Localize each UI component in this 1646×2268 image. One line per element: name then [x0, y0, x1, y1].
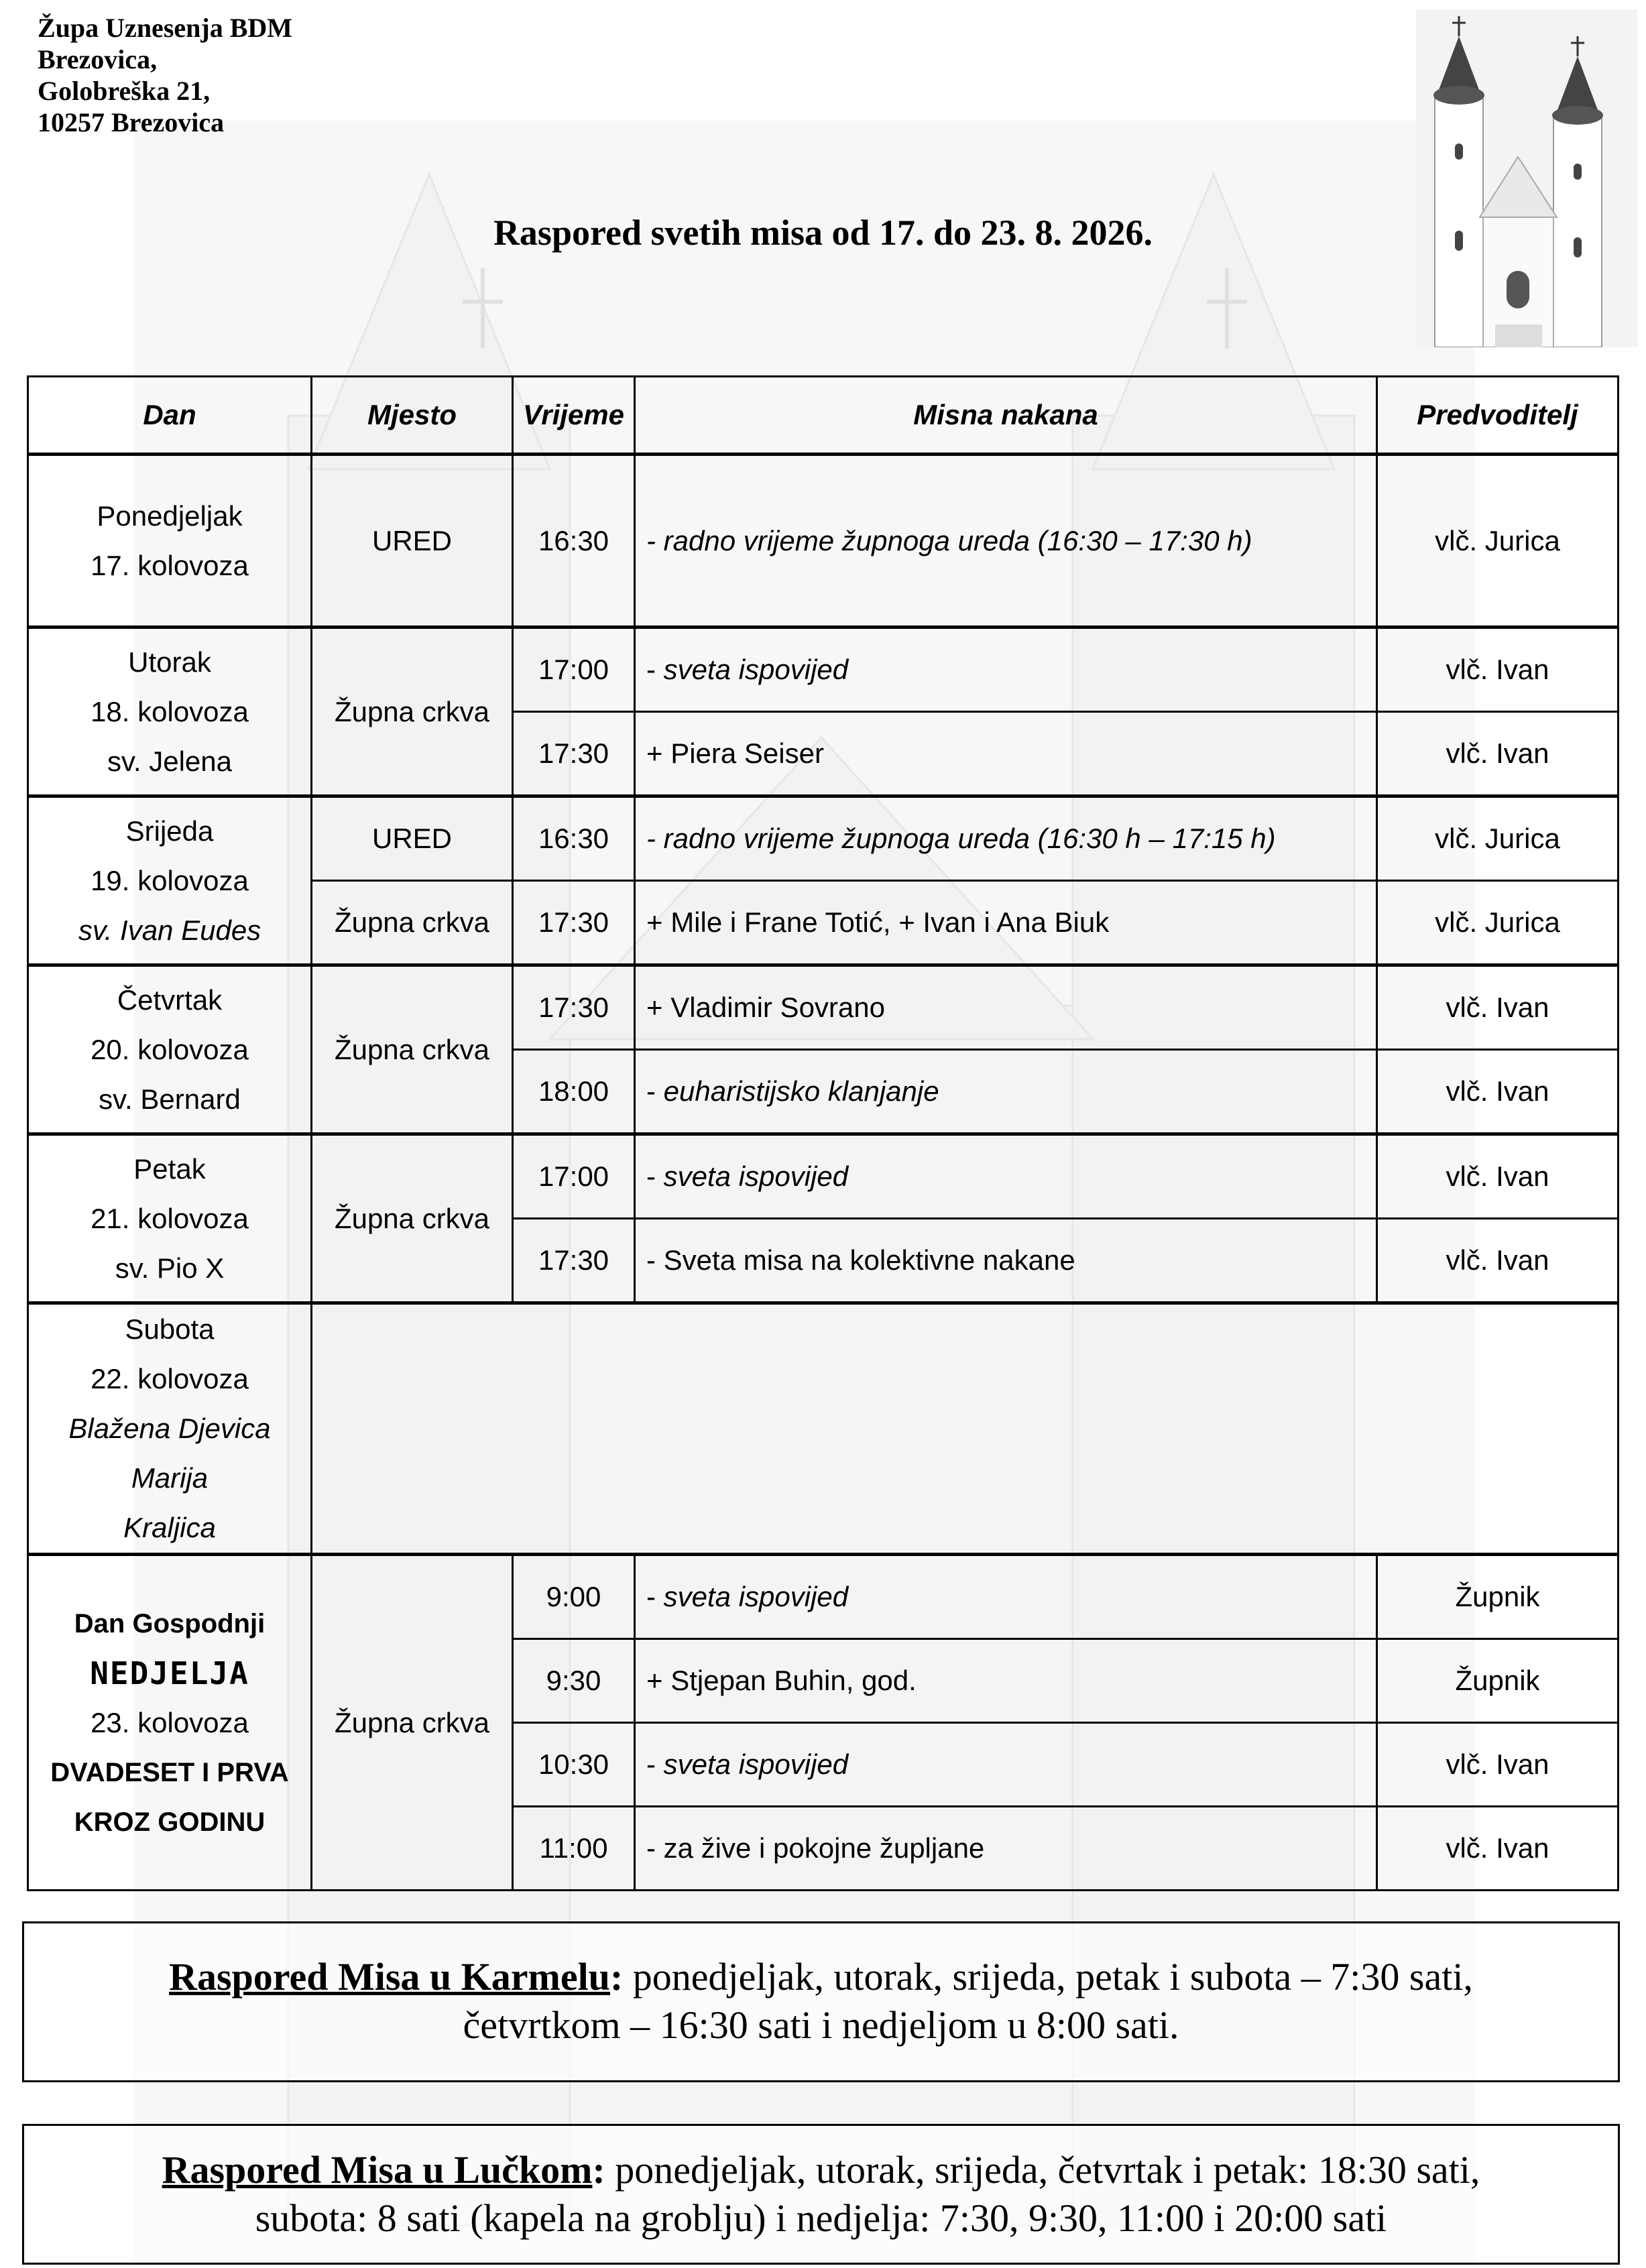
day-name: Četvrtak [117, 983, 223, 1016]
place-cell: Župna crkva [312, 881, 513, 965]
address-line: Župa Uznesenja BDM [38, 13, 293, 43]
day-name: Ponedjeljak [97, 499, 243, 532]
leader-cell: vlč. Jurica [1377, 796, 1619, 881]
intention-cell: - radno vrijeme župnoga ureda (16:30 – 17:30 h) [635, 455, 1377, 628]
day-date: 20. kolovoza [91, 1033, 249, 1065]
table-row [28, 965, 1619, 1050]
time-cell: 16:30 [513, 455, 635, 628]
day-name: Petak [133, 1152, 206, 1185]
time-cell: 17:00 [513, 628, 635, 712]
luckom-line-1 [24, 2146, 1618, 2194]
document-title: Raspored svetih misa od 17. do 23. 8. 2026. [493, 213, 1153, 253]
day-date: 21. kolovoza [91, 1202, 249, 1234]
luckom-colon: : [592, 2148, 605, 2192]
luckom-heading: Raspored Misa u Lučkom [162, 2148, 593, 2192]
leader-cell: vlč. Jurica [1377, 455, 1619, 628]
leader-cell: Župnik [1377, 1639, 1619, 1723]
intention-prefix: - [646, 1748, 664, 1780]
day-saint: sv. Pio X [115, 1252, 225, 1284]
time-cell: 18:00 [513, 1050, 635, 1134]
intention-cell: - radno vrijeme župnoga ureda (16:30 h – 17:15 h) [635, 796, 1377, 881]
day-name: Utorak [128, 646, 211, 678]
header-predvoditelj: Predvoditelj [1377, 377, 1619, 455]
time-cell: 10:30 [513, 1723, 635, 1807]
day-suffix: KROZ GODINU [74, 1807, 266, 1837]
table-row [28, 1303, 1619, 1555]
luckom-text: ponedjeljak, utorak, srijeda, četvrtak i petak: 18:30 sati, [605, 2148, 1480, 2192]
intention-text: sveta ispovijed [663, 1581, 849, 1612]
parish-address [38, 12, 292, 138]
time-cell: 11:00 [513, 1807, 635, 1891]
day-date: 23. kolovoza [91, 1706, 249, 1738]
day-cell [28, 455, 312, 628]
time-cell: 17:00 [513, 1134, 635, 1219]
time-cell: 17:30 [513, 1219, 635, 1303]
place-cell: Župna crkva [312, 628, 513, 796]
intention-cell [635, 1134, 1377, 1219]
header-dan: Dan [28, 377, 312, 455]
header-mjesto: Mjesto [312, 377, 513, 455]
leader-cell: vlč. Ivan [1377, 1807, 1619, 1891]
karmel-colon: : [609, 1955, 624, 1998]
time-cell: 9:30 [513, 1639, 635, 1723]
day-date: 19. kolovoza [91, 864, 249, 896]
day-saint: sv. Bernard [99, 1083, 241, 1115]
intention-prefix: - [646, 1581, 664, 1612]
leader-cell: vlč. Ivan [1377, 965, 1619, 1050]
place-cell: URED [312, 796, 513, 881]
leader-cell: vlč. Ivan [1377, 1050, 1619, 1134]
church-photo [1416, 9, 1637, 347]
intention-text: sveta ispovijed [663, 1160, 849, 1192]
intention-prefix: - [646, 654, 664, 685]
day-cell [28, 1303, 312, 1555]
day-cell [28, 965, 312, 1134]
time-cell: 17:30 [513, 881, 635, 965]
leader-cell: vlč. Ivan [1377, 1219, 1619, 1303]
intention-cell: + Stjepan Buhin, god. [635, 1639, 1377, 1723]
leader-cell: vlč. Jurica [1377, 881, 1619, 965]
intention-text: euharistijsko klanjanje [663, 1075, 939, 1107]
karmel-line-2: četvrtkom – 16:30 sati i nedjeljom u 8:00 sati. [463, 2003, 1179, 2047]
time-cell: 16:30 [513, 796, 635, 881]
intention-cell: - za žive i pokojne župljane [635, 1807, 1377, 1891]
day-name: NEDJELJA [90, 1655, 249, 1691]
day-cell [28, 1555, 312, 1891]
day-saint: sv. Ivan Eudes [78, 914, 261, 946]
header-vrijeme: Vrijeme [513, 377, 635, 455]
day-suffix: DVADESET I PRVA [50, 1757, 289, 1787]
day-saint: sv. Jelena [107, 745, 232, 777]
intention-cell: + Mile i Frane Totić, + Ivan i Ana Biuk [635, 881, 1377, 965]
day-prefix: Dan Gospodnji [74, 1608, 266, 1638]
time-cell: 9:00 [513, 1555, 635, 1639]
day-saint: Kraljica [123, 1512, 216, 1543]
empty-cell [312, 1303, 1619, 1555]
table-header-row [28, 377, 1619, 455]
intention-text: sveta ispovijed [663, 654, 849, 685]
day-cell [28, 628, 312, 796]
intention-cell: + Vladimir Sovrano [635, 965, 1377, 1050]
day-saint: Blažena Djevica Marija [68, 1413, 271, 1494]
luckom-line-2: subota: 8 sati (kapela na groblju) i nedjelja: 7:30, 9:30, 11:00 i 20:00 sati [255, 2196, 1387, 2240]
table-row [28, 796, 1619, 881]
karmel-text: ponedjeljak, utorak, srijeda, petak i subota – 7:30 sati, [623, 1955, 1473, 1998]
time-cell: 17:30 [513, 712, 635, 796]
address-line: Golobreška 21, [38, 76, 211, 106]
luckom-schedule-box [22, 2124, 1620, 2265]
place-cell: URED [312, 455, 513, 628]
time-cell: 17:30 [513, 965, 635, 1050]
karmel-line-1 [24, 1953, 1618, 2001]
day-date: 17. kolovoza [91, 549, 249, 581]
intention-cell [635, 1050, 1377, 1134]
intention-cell: + Piera Seiser [635, 712, 1377, 796]
leader-cell: Župnik [1377, 1555, 1619, 1639]
table-row [28, 1555, 1619, 1639]
day-cell [28, 796, 312, 965]
leader-cell: vlč. Ivan [1377, 712, 1619, 796]
table-row [28, 628, 1619, 712]
place-cell: Župna crkva [312, 1555, 513, 1891]
intention-cell [635, 1555, 1377, 1639]
table-row [28, 455, 1619, 628]
intention-text: sveta ispovijed [663, 1748, 849, 1780]
day-cell [28, 1134, 312, 1303]
address-line: Brezovica, [38, 44, 158, 74]
table-row [28, 1134, 1619, 1219]
mass-schedule-table [27, 375, 1619, 1891]
intention-cell [635, 628, 1377, 712]
intention-prefix: - [646, 1075, 664, 1107]
intention-cell: - Sveta misa na kolektivne nakane [635, 1219, 1377, 1303]
intention-prefix: - [646, 1160, 664, 1192]
day-date: 22. kolovoza [91, 1363, 249, 1394]
day-name: Srijeda [125, 815, 214, 847]
day-name: Subota [125, 1313, 215, 1345]
day-date: 18. kolovoza [91, 695, 249, 727]
place-cell: Župna crkva [312, 965, 513, 1134]
karmel-heading: Raspored Misa u Karmelu [169, 1955, 610, 1998]
intention-cell [635, 1723, 1377, 1807]
address-line: 10257 Brezovica [38, 107, 225, 137]
leader-cell: vlč. Ivan [1377, 1134, 1619, 1219]
leader-cell: vlč. Ivan [1377, 628, 1619, 712]
header-nakana: Misna nakana [635, 377, 1377, 455]
leader-cell: vlč. Ivan [1377, 1723, 1619, 1807]
karmel-schedule-box [22, 1921, 1620, 2082]
place-cell: Župna crkva [312, 1134, 513, 1303]
